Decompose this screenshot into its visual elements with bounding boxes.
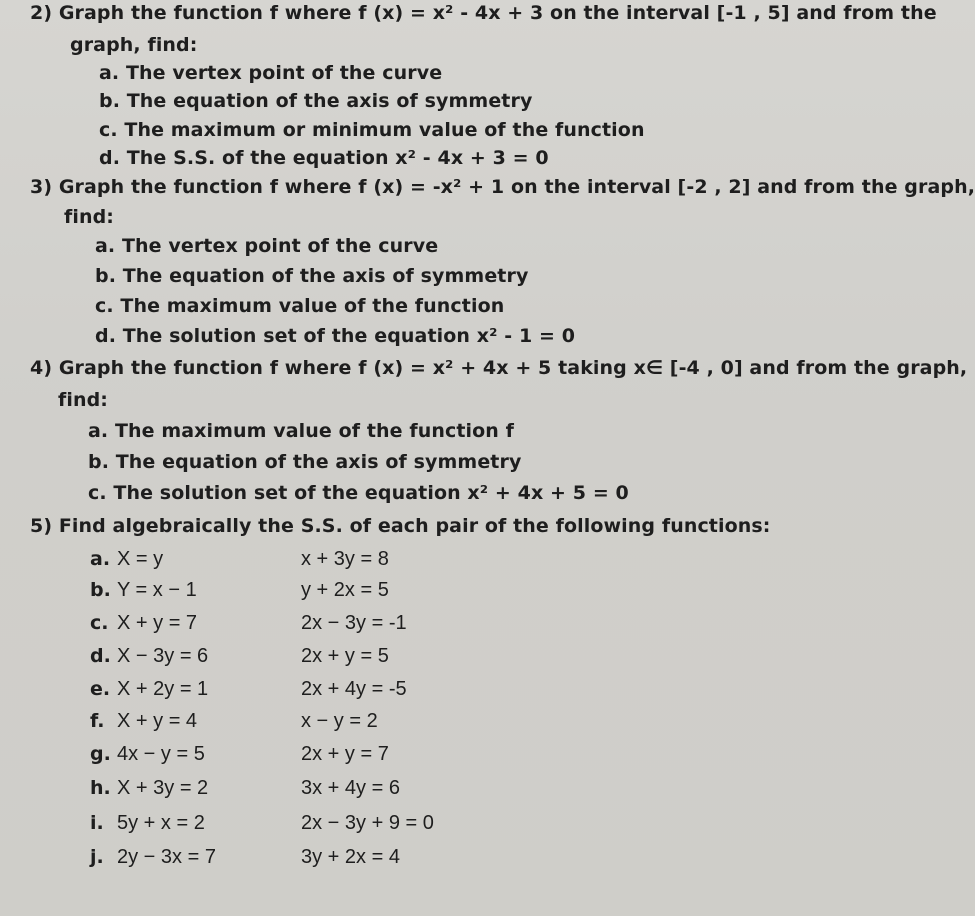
- pair-equation-2: 2x − 3y + 9 = 0: [301, 812, 434, 834]
- pair-equation-2: 3y + 2x = 4: [301, 846, 400, 868]
- q2-item-a: a. The vertex point of the curve: [99, 62, 443, 84]
- q3-item-a: a. The vertex point of the curve: [95, 235, 439, 257]
- pair-equation-2: x + 3y = 8: [301, 548, 389, 570]
- pair-label: b.: [90, 579, 111, 601]
- pair-row-j: [0, 846, 871, 874]
- pair-row-g: [0, 743, 871, 771]
- pair-row-b: [0, 579, 871, 607]
- pair-equation-1: X + 2y = 1: [117, 678, 209, 700]
- q4-line2: find:: [58, 389, 109, 411]
- q3-line1: 3) Graph the function f where f (x) = -x² + 1 on the interval [-2 , 2] and from the graph,: [30, 176, 975, 198]
- pair-equation-1: 5y + x = 2: [117, 812, 205, 834]
- q3-line2: find:: [64, 206, 115, 228]
- pair-equation-1: 2y − 3x = 7: [117, 846, 216, 868]
- q2-item-d: d. The S.S. of the equation x² - 4x + 3 = 0: [99, 147, 549, 169]
- pair-label: f.: [90, 710, 105, 732]
- pair-equation-2: x − y = 2: [301, 710, 378, 732]
- q3-item-c: c. The maximum value of the function: [95, 295, 505, 317]
- q4-line1: 4) Graph the function f where f (x) = x² + 4x + 5 taking x∈ [-4 , 0] and from the graph,: [30, 357, 968, 379]
- pair-equation-1: X + 3y = 2: [117, 777, 209, 799]
- pair-label: g.: [90, 743, 111, 765]
- pair-row-d: [0, 645, 871, 673]
- q3-item-d: d. The solution set of the equation x² - 1 = 0: [95, 325, 576, 347]
- q4-item-a: a. The maximum value of the function f: [88, 420, 514, 442]
- pair-equation-2: 2x + 4y = -5: [301, 678, 407, 700]
- pair-row-f: [0, 710, 871, 738]
- pair-label: i.: [90, 812, 104, 834]
- pair-row-e: [0, 678, 871, 706]
- pair-label: d.: [90, 645, 111, 667]
- pair-row-a: [0, 548, 871, 576]
- q4-item-b: b. The equation of the axis of symmetry: [88, 451, 522, 473]
- pair-equation-1: 4x − y = 5: [117, 743, 205, 765]
- q2-line1: 2) Graph the function f where f (x) = x² - 4x + 3 on the interval [-1 , 5] and from the: [30, 2, 937, 24]
- q3-item-b: b. The equation of the axis of symmetry: [95, 265, 529, 287]
- pair-equation-1: X = y: [117, 548, 164, 570]
- pair-label: j.: [90, 846, 104, 868]
- pair-label: c.: [90, 612, 109, 634]
- q4-item-c: c. The solution set of the equation x² + 4x + 5 = 0: [88, 482, 629, 504]
- pair-equation-1: Y = x − 1: [117, 579, 197, 601]
- pair-equation-1: X + y = 4: [117, 710, 198, 732]
- pair-equation-1: X + y = 7: [117, 612, 198, 634]
- q2-line2: graph, find:: [70, 34, 198, 56]
- pair-equation-2: 2x − 3y = -1: [301, 612, 407, 634]
- pair-equation-1: X − 3y = 6: [117, 645, 209, 667]
- pair-label: h.: [90, 777, 111, 799]
- pair-row-i: [0, 812, 871, 840]
- q5-title: 5) Find algebraically the S.S. of each pair of the following functions:: [30, 515, 771, 537]
- pair-equation-2: 2x + y = 7: [301, 743, 389, 765]
- pair-label: a.: [90, 548, 111, 570]
- pair-equation-2: 3x + 4y = 6: [301, 777, 400, 799]
- pair-row-c: [0, 612, 871, 640]
- pair-label: e.: [90, 678, 111, 700]
- pair-row-h: [0, 777, 871, 805]
- pair-equation-2: y + 2x = 5: [301, 579, 389, 601]
- q2-item-c: c. The maximum or minimum value of the function: [99, 119, 645, 141]
- pair-equation-2: 2x + y = 5: [301, 645, 389, 667]
- q2-item-b: b. The equation of the axis of symmetry: [99, 90, 533, 112]
